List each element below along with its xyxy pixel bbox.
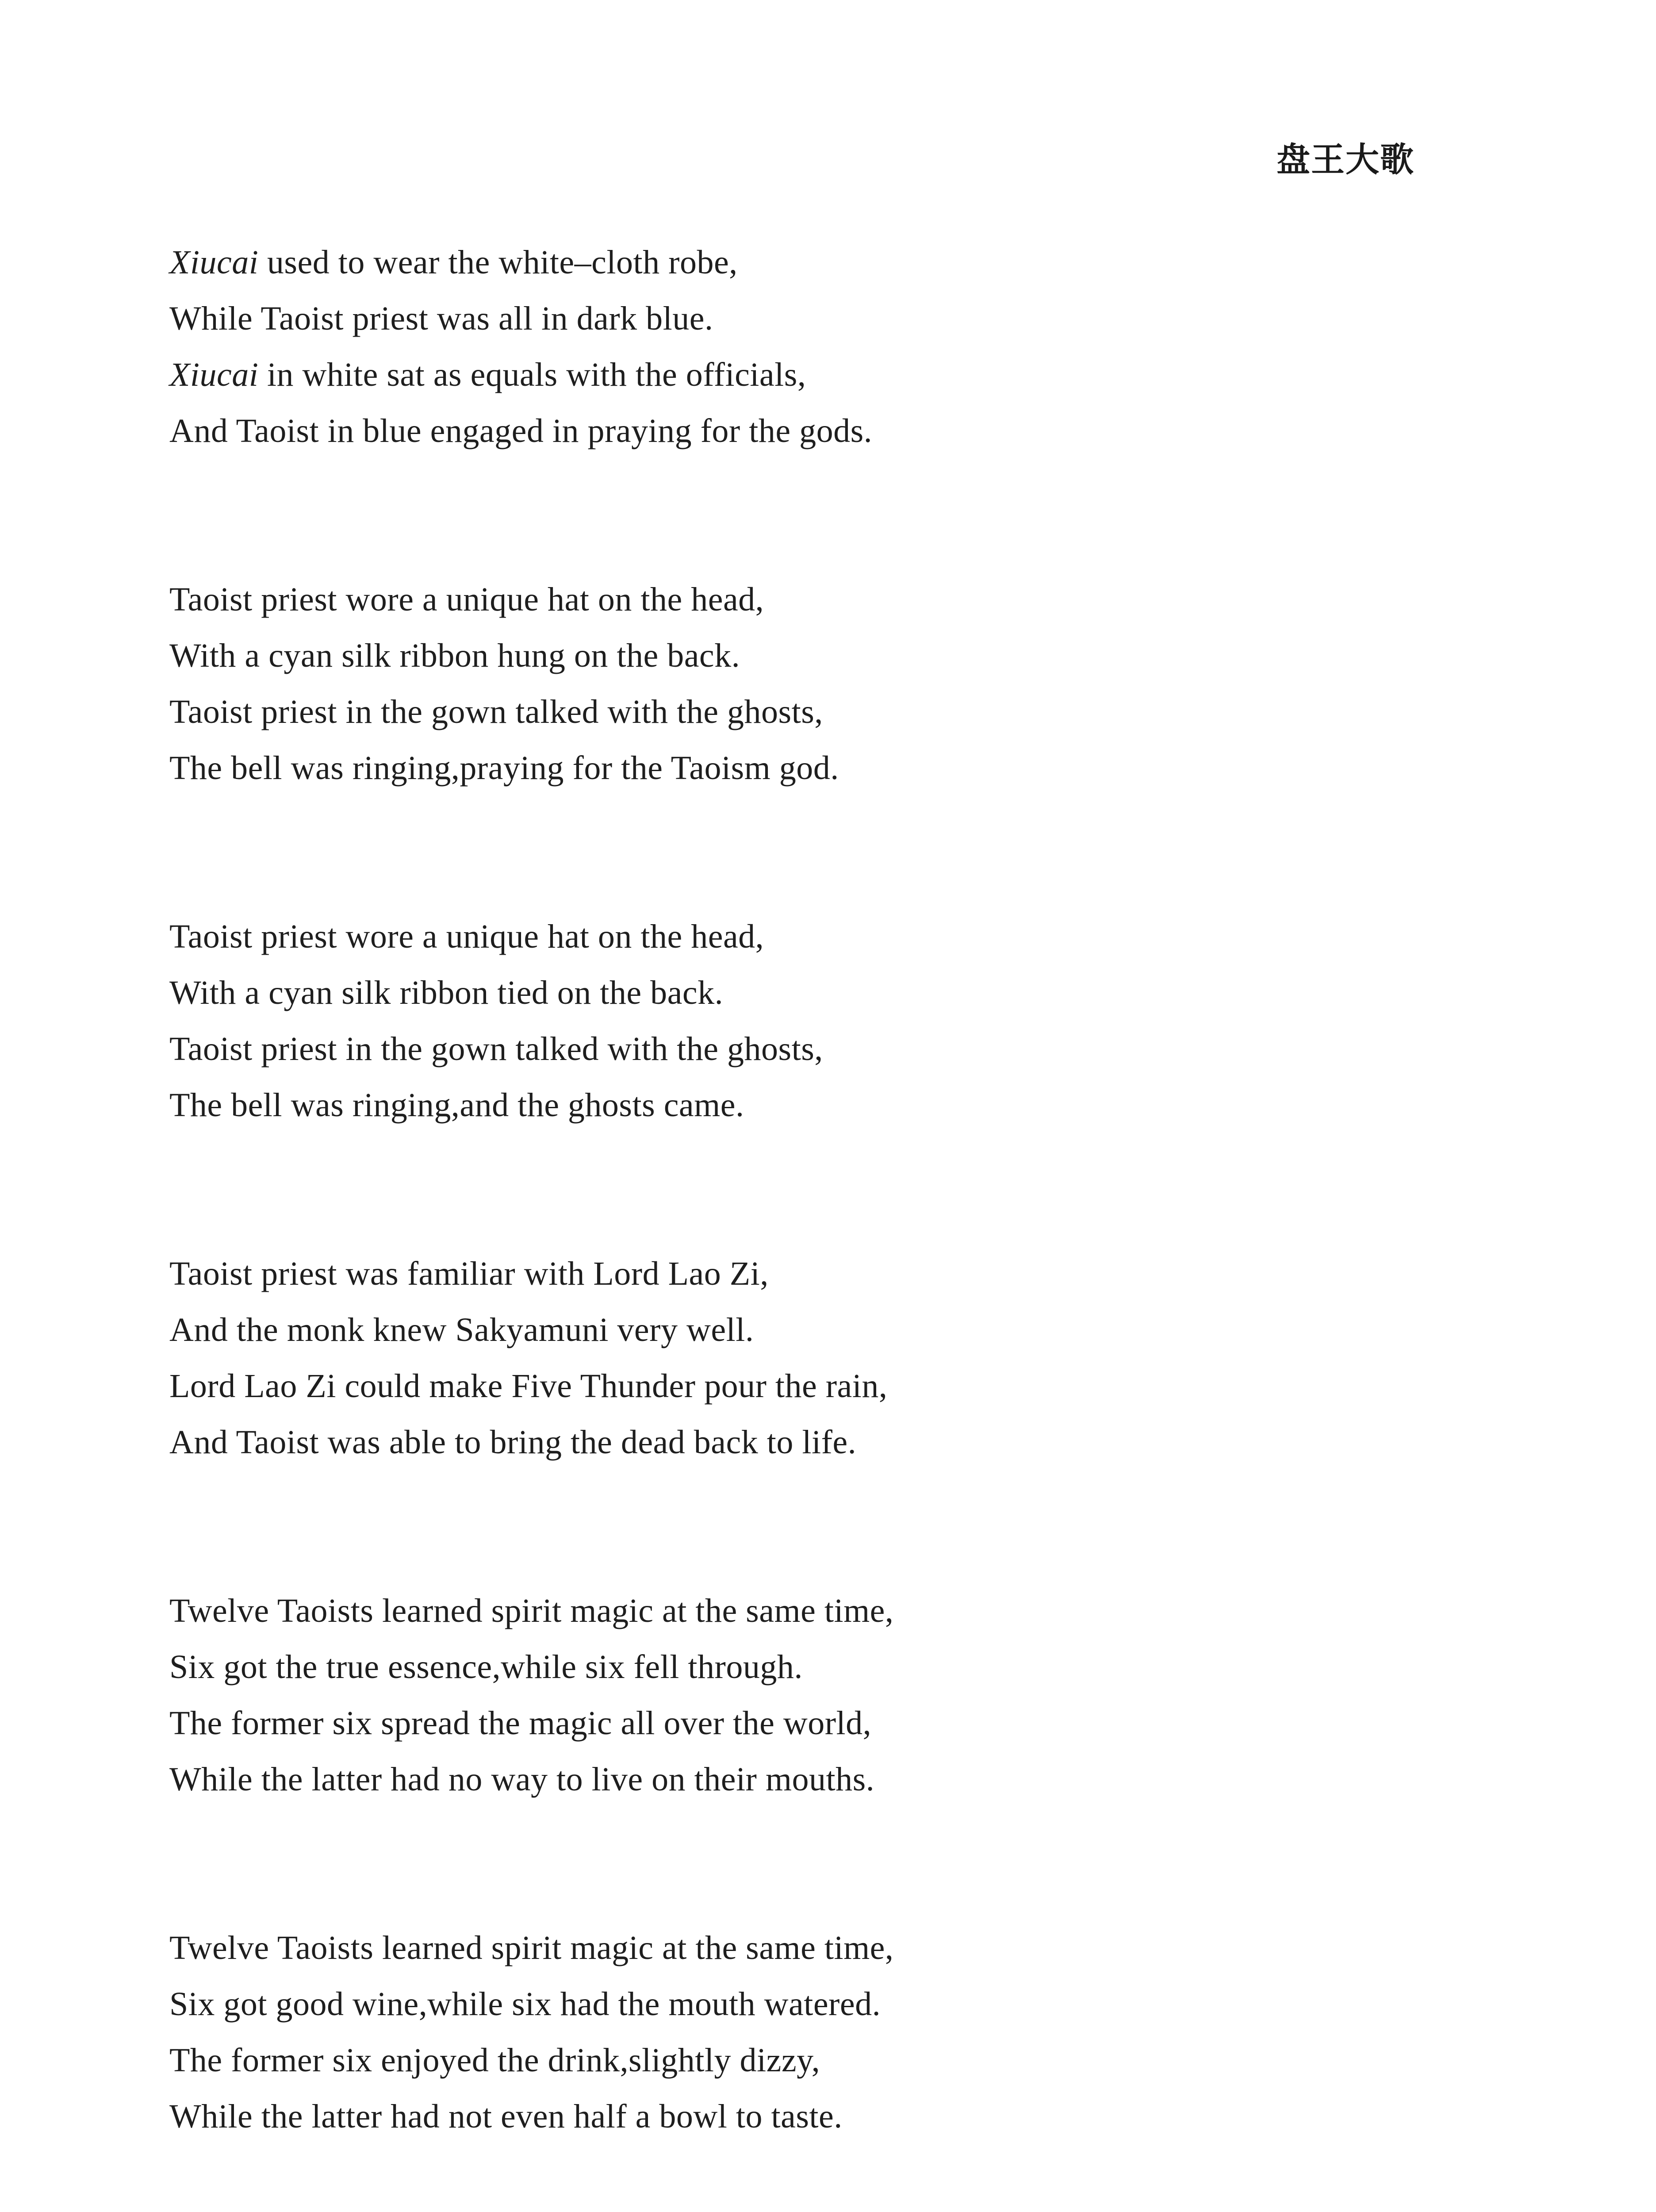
poem-line [169, 1246, 1496, 1302]
line-text: While Taoist priest was all in dark blue. [169, 300, 713, 337]
italic-term: Xiucai [169, 244, 259, 281]
line-text: While the latter had not even half a bowl to taste. [169, 2098, 843, 2135]
stanza [169, 1583, 1496, 1808]
line-text: And Taoist was able to bring the dead back to life. [169, 1424, 857, 1461]
poem-line [169, 572, 1496, 628]
stanza [169, 1246, 1496, 1471]
poem-line [169, 2089, 1496, 2145]
poem-line [169, 347, 1496, 403]
italic-term: Xiucai [169, 356, 259, 393]
poem-line [169, 1358, 1496, 1414]
poem-line [169, 1751, 1496, 1808]
line-text: The bell was ringing,and the ghosts came. [169, 1087, 744, 1124]
stanza [169, 909, 1496, 1133]
stanza [169, 1920, 1496, 2145]
line-text: Taoist priest in the gown talked with the ghosts, [169, 693, 823, 730]
running-header: 盘王大歌 [1276, 140, 1414, 179]
line-text: Lord Lao Zi could make Five Thunder pour the rain, [169, 1367, 888, 1405]
poem-line [169, 1639, 1496, 1695]
line-text: Six got the true essence,while six fell through. [169, 1648, 803, 1686]
poem-line [169, 1583, 1496, 1639]
stanza [169, 572, 1496, 796]
poem-line [169, 1414, 1496, 1471]
line-text: With a cyan silk ribbon hung on the back. [169, 637, 740, 674]
line-text: Taoist priest wore a unique hat on the head, [169, 918, 764, 955]
poem-line [169, 1695, 1496, 1751]
poem-line [169, 291, 1496, 347]
line-text: Taoist priest wore a unique hat on the head, [169, 581, 764, 618]
stanza [169, 234, 1496, 459]
poem-line [169, 1021, 1496, 1077]
poem-line [169, 740, 1496, 796]
line-text: used to wear the white–cloth robe, [258, 244, 738, 281]
poem-line [169, 403, 1496, 459]
line-text: Taoist priest in the gown talked with the ghosts, [169, 1030, 823, 1068]
line-text: And Taoist in blue engaged in praying for the gods. [169, 412, 873, 449]
poem-line [169, 1077, 1496, 1133]
line-text: Twelve Taoists learned spirit magic at the same time, [169, 1592, 894, 1629]
poem-line [169, 234, 1496, 291]
line-text: While the latter had no way to live on their mouths. [169, 1761, 875, 1798]
line-text: With a cyan silk ribbon tied on the back. [169, 974, 724, 1011]
poem-line [169, 1302, 1496, 1358]
poem-line [169, 684, 1496, 740]
poem-line [169, 628, 1496, 684]
poem-line [169, 1976, 1496, 2032]
line-text: in white sat as equals with the officials, [258, 356, 806, 393]
poem-line [169, 909, 1496, 965]
line-text: Twelve Taoists learned spirit magic at the same time, [169, 1929, 894, 1966]
poem-body [169, 234, 1496, 2212]
line-text: And the monk knew Sakyamuni very well. [169, 1311, 754, 1348]
line-text: The former six enjoyed the drink,slightly dizzy, [169, 2042, 820, 2079]
line-text: Taoist priest was familiar with Lord Lao Zi, [169, 1255, 769, 1292]
poem-line [169, 2032, 1496, 2089]
line-text: The former six spread the magic all over the world, [169, 1705, 872, 1742]
line-text: The bell was ringing,praying for the Taoism god. [169, 749, 839, 787]
poem-line [169, 1920, 1496, 1976]
poem-line [169, 965, 1496, 1021]
line-text: Six got good wine,while six had the mouth watered. [169, 1985, 881, 2023]
